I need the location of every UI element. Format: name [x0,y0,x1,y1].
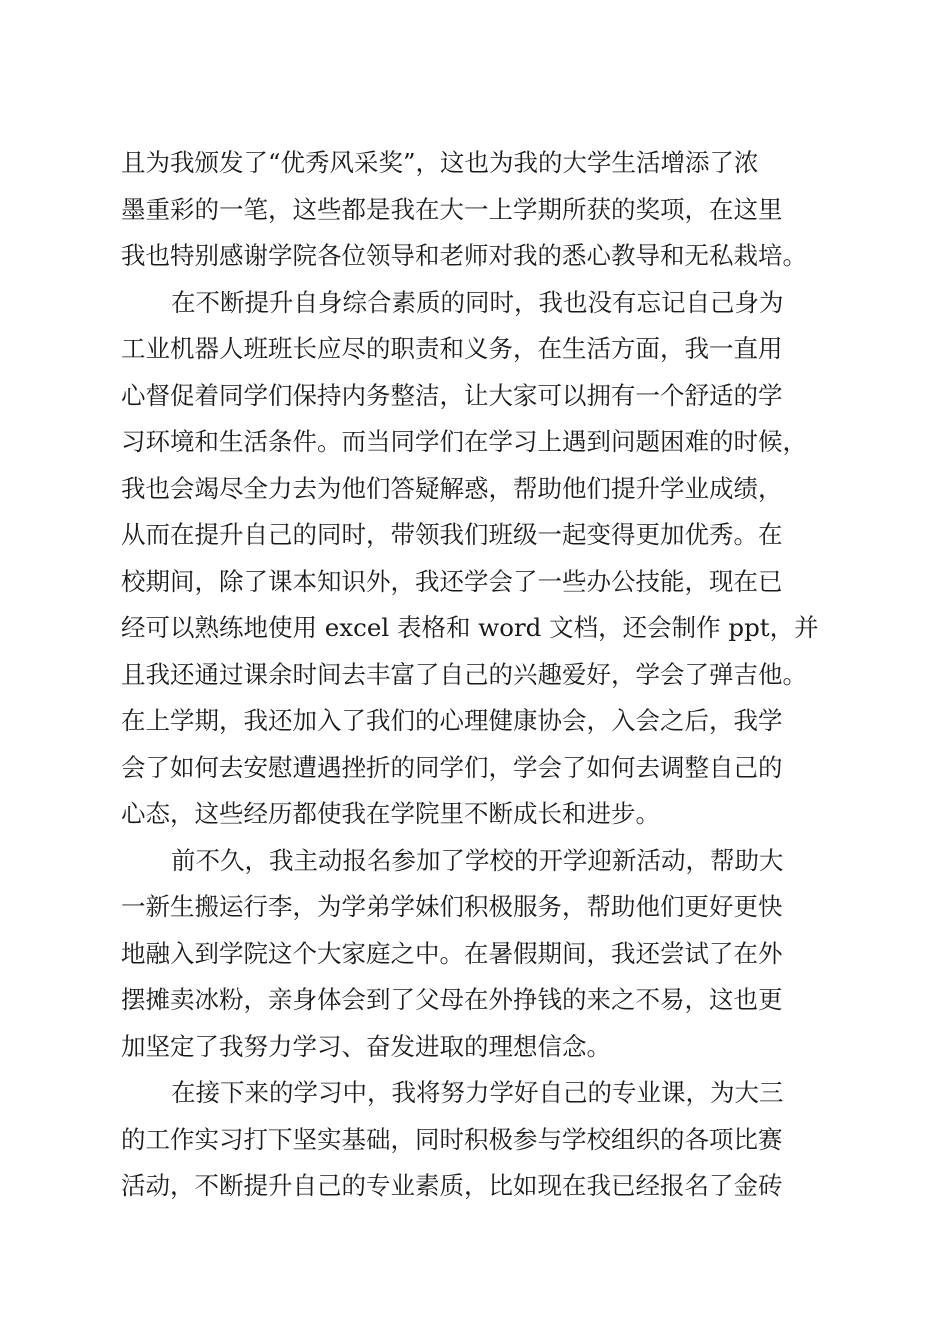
text-line: 会了如何去安慰遭遇挫折的同学们，学会了如何去调整自己的 [121,752,783,782]
text-line: 从而在提升自己的同时，带领我们班级一起变得更加优秀。在 [121,520,783,549]
text-line: 在上学期，我还加入了我们的心理健康协会，入会之后，我学 [121,706,783,735]
text-line: 我也特别感谢学院各位领导和老师对我的悉心教导和无私栽培。 [121,241,807,270]
text-line: 且我还通过课余时间去丰富了自己的兴趣爱好，学会了弹吉他。 [121,659,807,689]
text-line: 工业机器人班班长应尽的职责和义务，在生活方面，我一直用 [121,334,783,363]
paragraph-first-line: 前不久，我主动报名参加了学校的开学迎新活动，帮助大 [171,845,784,875]
text-line: 心督促着同学们保持内务整洁，让大家可以拥有一个舒适的学 [121,380,783,410]
text-line: 校期间，除了课本知识外，我还学会了一些办公技能，现在已 [121,566,783,596]
text-line: 且为我颁发了“优秀风采奖”，这也为我的大学生活增添了浓 [121,148,759,177]
text-line: 我也会竭尽全力去为他们答疑解惑，帮助他们提升学业成绩， [121,473,783,503]
text-line: 墨重彩的一笔，这些都是我在大一上学期所获的奖项，在这里 [121,194,783,224]
paragraph-first-line: 在不断提升自身综合素质的同时，我也没有忘记自己身为 [171,287,784,317]
paragraph-first-line: 在接下来的学习中，我将努力学好自己的专业课，为大三 [171,1078,784,1107]
text-line: 活动，不断提升自己的专业素质，比如现在我已经报名了金砖 [121,1171,783,1200]
text-line: 的工作实习打下坚实基础，同时积极参与学校组织的各项比赛 [121,1124,783,1154]
text-line: 一新生搬运行李，为学弟学妹们积极服务，帮助他们更好更快 [121,892,783,921]
text-line: 摆摊卖冰粉，亲身体会到了父母在外挣钱的来之不易，这也更 [121,985,783,1014]
text-line: 地融入到学院这个大家庭之中。在暑假期间，我还尝试了在外 [121,938,783,968]
text-line: 心态，这些经历都使我在学院里不断成长和进步。 [121,799,660,828]
text-line: 经可以熟练地使用 excel 表格和 word 文档，还会制作 ppt，并 [121,613,819,642]
text-line: 加坚定了我努力学习、奋发进取的理想信念。 [121,1031,611,1061]
body-text [121,140,841,1210]
text-line: 习环境和生活条件。而当同学们在学习上遇到问题困难的时候， [121,427,807,456]
